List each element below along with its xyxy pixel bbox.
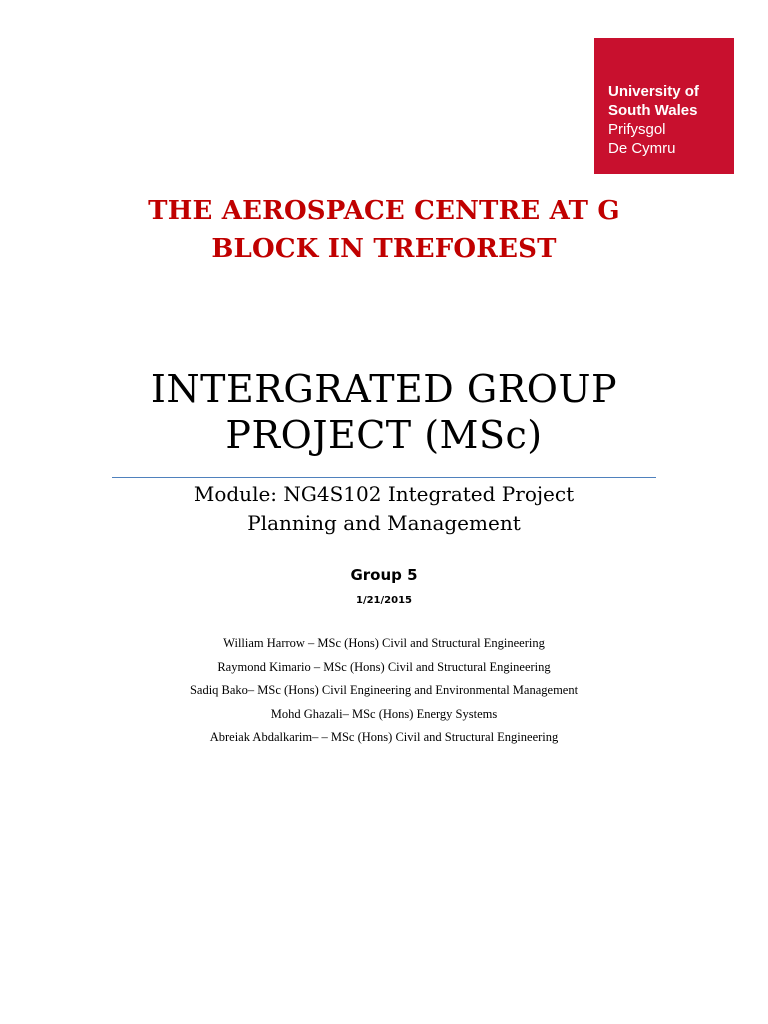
logo-line-south-wales: South Wales xyxy=(608,102,698,119)
logo-line-de-cymru: De Cymru xyxy=(608,140,676,157)
member-item: Mohd Ghazali– MSc (Hons) Energy Systems xyxy=(270,706,498,721)
university-logo xyxy=(594,38,734,174)
member-item: Raymond Kimario – MSc (Hons) Civil and Structural Engineering xyxy=(217,659,551,674)
logo-line-university-of: University of xyxy=(608,83,699,100)
heading-divider xyxy=(112,477,656,478)
member-list xyxy=(0,632,768,750)
member-item: William Harrow – MSc (Hons) Civil and Structural Engineering xyxy=(223,636,545,650)
document-title-line-1: THE AEROSPACE CENTRE AT G xyxy=(148,196,620,226)
module-subtitle xyxy=(0,480,768,538)
module-subtitle-line-2: Planning and Management xyxy=(247,511,521,535)
member-item: Sadiq Bako– MSc (Hons) Civil Engineering and Environmental Management xyxy=(189,683,579,697)
project-heading xyxy=(0,366,768,458)
module-subtitle-line-1: Module: NG4S102 Integrated Project xyxy=(193,482,575,506)
document-title-line-2: BLOCK IN TREFOREST xyxy=(211,234,557,264)
document-title xyxy=(0,192,768,268)
project-heading-line-1: INTERGRATED GROUP xyxy=(150,367,618,411)
project-heading-line-2: PROJECT (MSc) xyxy=(225,413,543,457)
member-item: Abreiak Abdalkarim– – MSc (Hons) Civil and Structural Engineering xyxy=(209,730,559,744)
document-date: 1/21/2015 xyxy=(355,595,412,606)
group-label: Group 5 xyxy=(350,566,418,584)
logo-line-prifysgol: Prifysgol xyxy=(608,121,666,138)
